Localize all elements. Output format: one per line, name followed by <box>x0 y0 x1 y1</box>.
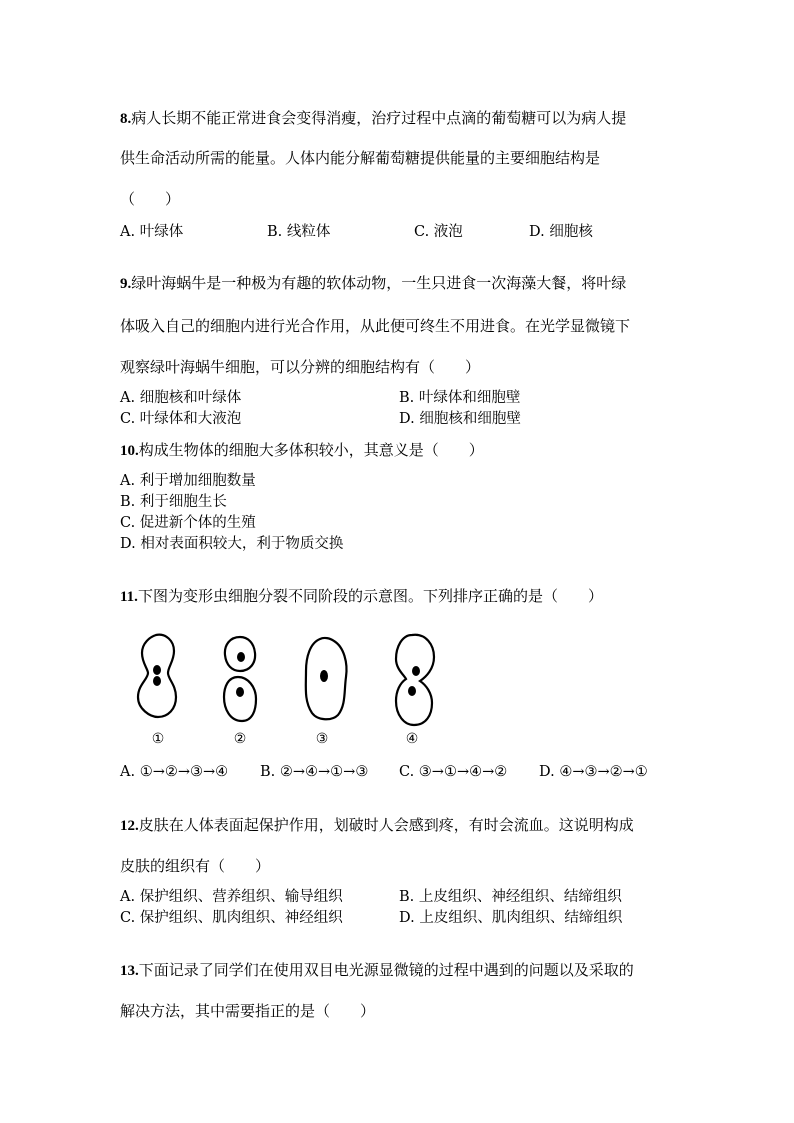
q8-text1: 病人长期不能正常进食会变得消瘦，治疗过程中点滴的葡萄糖可以为病人提 <box>131 109 627 127</box>
q12-option-b[interactable]: B. 上皮组织、神经组织、结缔组织 <box>399 889 622 905</box>
q9-option-a[interactable]: A. 细胞核和叶绿体 <box>120 390 242 406</box>
q12-line1 <box>120 815 634 836</box>
q13-line1 <box>120 960 634 981</box>
q8-paren: （ ） <box>120 190 181 208</box>
q11-option-d[interactable]: D. ④→③→②→① <box>539 764 648 780</box>
q9-line1 <box>120 273 626 294</box>
amoeba-stage-3 <box>306 638 347 719</box>
q12-option-d[interactable]: D. 上皮组织、肌肉组织、结缔组织 <box>399 910 623 926</box>
q10-line1 <box>120 440 484 461</box>
q10-text1: 构成生物体的细胞大多体积较小，其意义是（ ） <box>138 441 484 459</box>
q9-number: 9. <box>120 276 132 292</box>
q11-option-c[interactable]: C. ③→①→④→② <box>399 764 508 780</box>
q11-option-a[interactable]: A. ①→②→③→④ <box>120 764 229 780</box>
q8-option-c[interactable]: C. 液泡 <box>414 224 463 240</box>
q8-line2: 供生命活动所需的能量。人体内能分解葡萄糖提供能量的主要细胞结构是 <box>120 149 601 167</box>
q10-option-b[interactable]: B. 利于细胞生长 <box>120 494 227 510</box>
q12-number: 12. <box>120 818 139 834</box>
q9-option-b[interactable]: B. 叶绿体和细胞壁 <box>399 390 521 406</box>
q11-line1 <box>120 586 603 607</box>
amoeba-division-figure <box>120 625 460 735</box>
q12-text1: 皮肤在人体表面起保护作用，划破时人会感到疼，有时会流血。这说明构成 <box>138 816 634 834</box>
q13-number: 13. <box>120 963 139 979</box>
q9-option-c[interactable]: C. 叶绿体和大液泡 <box>120 411 242 427</box>
q12-option-c[interactable]: C. 保护组织、肌肉组织、神经组织 <box>120 910 343 926</box>
q12-line2: 皮肤的组织有（ ） <box>120 857 271 875</box>
amoeba-stage-4 <box>396 635 434 725</box>
q9-option-d[interactable]: D. 细胞核和细胞壁 <box>399 411 521 427</box>
q11-option-b[interactable]: B. ②→④→①→③ <box>260 764 369 780</box>
q9-line3: 观察绿叶海蜗牛细胞，可以分辨的细胞结构有（ ） <box>120 358 481 376</box>
q13-text1: 下面记录了同学们在使用双目电光源显微镜的过程中遇到的问题以及采取的 <box>138 961 634 979</box>
q9-line2: 体吸入自己的细胞内进行光合作用，从此便可终生不用进食。在光学显微镜下 <box>120 317 631 335</box>
figure-label-3: ③ <box>315 731 329 747</box>
q12-option-a[interactable]: A. 保护组织、营养组织、输导组织 <box>120 889 343 905</box>
figure-label-1: ① <box>151 731 165 747</box>
q10-option-a[interactable]: A. 利于增加细胞数量 <box>120 473 256 489</box>
q10-option-d[interactable]: D. 相对表面积较大，利于物质交换 <box>120 536 344 552</box>
q8-option-b[interactable]: B. 线粒体 <box>267 224 331 240</box>
q8-number: 8. <box>120 111 132 127</box>
q8-line1 <box>120 108 626 129</box>
q13-line2: 解决方法，其中需要指正的是（ ） <box>120 1002 376 1020</box>
figure-label-2: ② <box>233 731 247 747</box>
q10-option-c[interactable]: C. 促进新个体的生殖 <box>120 515 256 531</box>
amoeba-stage-2 <box>224 637 256 721</box>
q11-number: 11. <box>120 589 138 605</box>
amoeba-stage-1 <box>138 635 176 717</box>
q11-text1: 下图为变形虫细胞分裂不同阶段的示意图。下列排序正确的是（ ） <box>137 587 603 605</box>
q9-text1: 绿叶海蜗牛是一种极为有趣的软体动物，一生只进食一次海藻大餐，将叶绿 <box>131 274 627 292</box>
q10-number: 10. <box>120 443 139 459</box>
figure-label-4: ④ <box>405 731 419 747</box>
q8-option-a[interactable]: A. 叶绿体 <box>120 224 184 240</box>
q8-option-d[interactable]: D. 细胞核 <box>529 224 593 240</box>
